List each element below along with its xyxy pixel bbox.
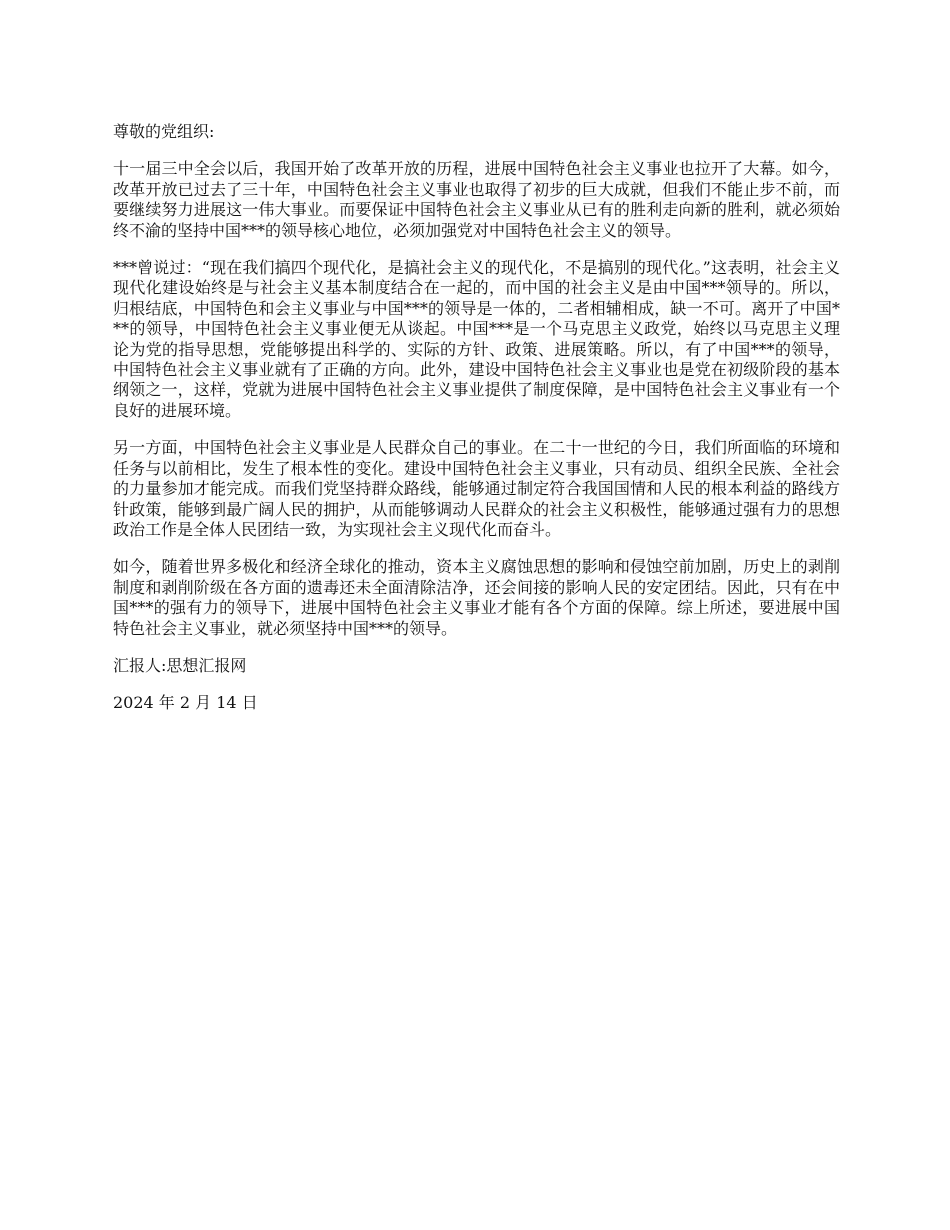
date: 2024 年 2 月 14 日 bbox=[113, 693, 258, 713]
paragraph-2: ***曾说过：“现在我们搞四个现代化，是搞社会主义的现代化，不是搞别的现代化。”这表明，社会主义现代化建设始终是与社会主义基本制度结合在一起的，而中国的社会主义是由中国***领导的。所以，归根结底，中国特色和会主义事业与中国***的领导是一体的，二者相辅相成，缺一不可。离开了中国***的领导，中国特色社会主义事业便无从谈起。中国***是一个马克思主义政党，始终以马克思主义理论为党的指导思想，党能够提出科学的、实际的方针、政策、进展策略。所以，有了中国***的领导，中国特色社会主义事业就有了正确的方向。此外，建设中国特色社会主义事业也是党在初级阶段的基本纲领之一，这样，党就为进展中国特色社会主义事业提供了制度保障，是中国特色社会主义事业有一个良好的进展环境。 bbox=[113, 258, 840, 420]
paragraph-4: 如今，随着世界多极化和经济全球化的推动，资本主义腐蚀思想的影响和侵蚀空前加剧，历史上的剥削制度和剥削阶级在各方面的遗毒还未全面清除洁净，还会间接的影响人民的安定团结。因此，只有在中国***的强有力的领导下，进展中国特色社会主义事业才能有各个方面的保障。综上所述，要进展中国特色社会主义事业，就必须坚持中国***的领导。 bbox=[113, 557, 840, 638]
salutation: 尊敬的党组织: bbox=[113, 122, 215, 141]
signature: 汇报人:思想汇报网 bbox=[113, 655, 247, 675]
paragraph-1: 十一届三中全会以后，我国开始了改革开放的历程，进展中国特色社会主义事业也拉开了大幕。如今，改革开放已过去了三十年，中国特色社会主义事业也取得了初步的巨大成就，但我们不能止步不前，而要继续努力进展这一伟大事业。而要保证中国特色社会主义事业从已有的胜利走向新的胜利，就必须始终不渝的坚持中国***的领导核心地位，必须加强党对中国特色社会主义的领导。 bbox=[113, 159, 840, 240]
paragraph-3: 另一方面，中国特色社会主义事业是人民群众自己的事业。在二十一世纪的今日，我们所面临的环境和任务与以前相比，发生了根本性的变化。建设中国特色社会主义事业，只有动员、组织全民族、全社会的力量参加才能完成。而我们党坚持群众路线，能够通过制定符合我国国情和人民的根本利益的路线方针政策，能够到最广阔人民的拥护，从而能够调动人民群众的社会主义积极性，能够通过强有力的思想政治工作是全体人民团结一致，为实现社会主义现代化而奋斗。 bbox=[113, 438, 840, 539]
document-body bbox=[113, 122, 840, 731]
